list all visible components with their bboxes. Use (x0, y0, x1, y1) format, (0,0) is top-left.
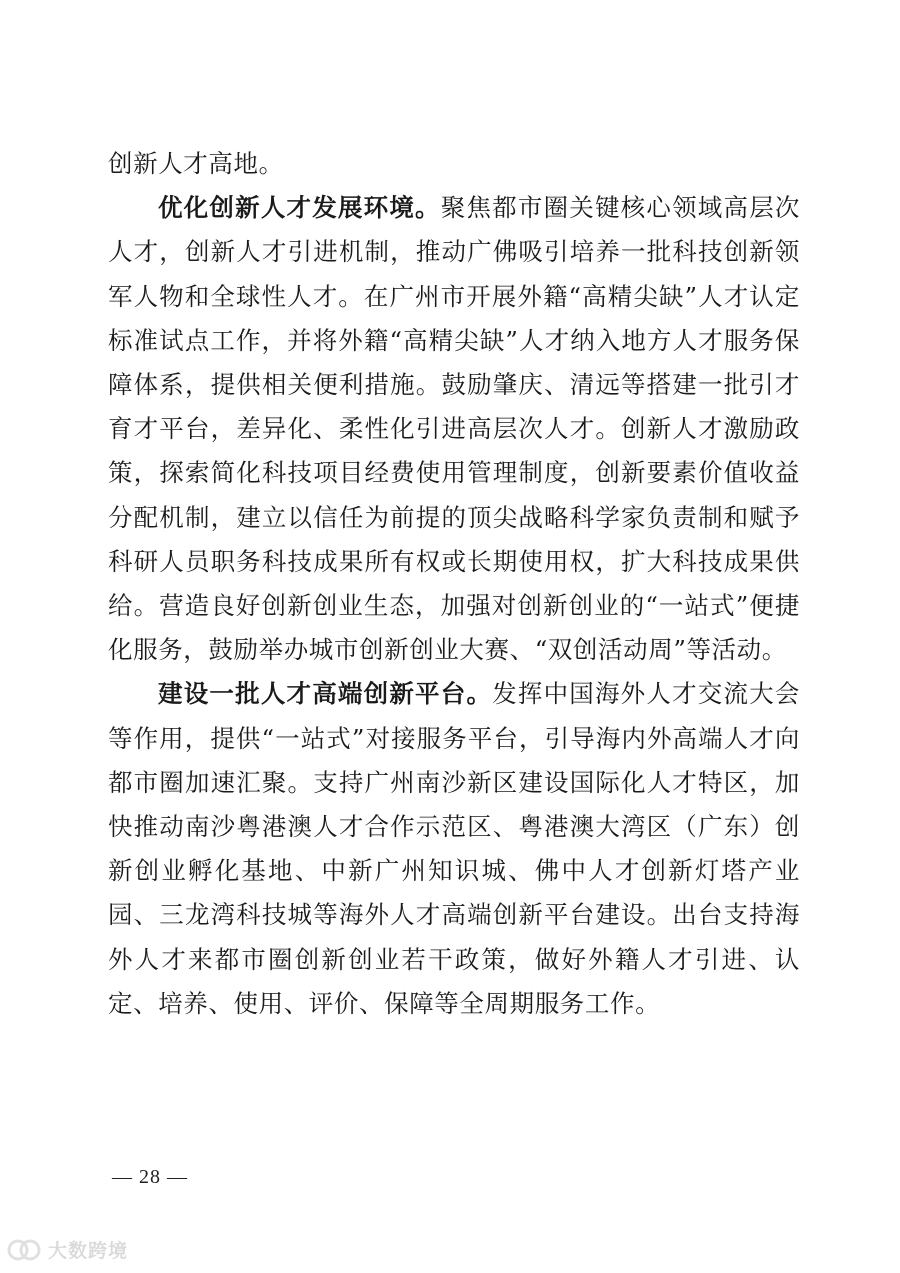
paragraph-heading: 建设一批人才高端创新平台。 (158, 679, 493, 709)
paragraph-text: 创新人才高地。 (108, 149, 284, 178)
paragraph-talent-environment (108, 186, 800, 672)
page-number: — 28 — (112, 1166, 188, 1188)
document-body (108, 142, 800, 1026)
paragraph-text: 发挥中国海外人才交流大会等作用，提供“一站式”对接服务平台，引导海内外高端人才向都市圈加速汇聚。支持广州南沙新区建设国际化人才特区，加快推动南沙粤港澳人才合作示范区、粤港澳大湾区（广东）创新创业孵化基地、中新广州知识城、佛中人才创新灯塔产业园、三龙湾科技城等海外人才高端创新平台建设。出台支持海外人才来都市圈创新创业若干政策，做好外籍人才引进、认定、培养、使用、评价、保障等全周期服务工作。 (108, 679, 800, 1018)
paragraph-heading: 优化创新人才发展环境。 (158, 193, 441, 223)
watermark-text: 大数跨境 (48, 1240, 129, 1262)
brand-logo-icon (6, 1238, 42, 1262)
paragraph-text: 聚焦都市圈关键核心领域高层次人才，创新人才引进机制，推动广佛吸引培养一批科技创新领军人物和全球性人才。在广州市开展外籍“高精尖缺”人才认定标准试点工作，并将外籍“高精尖缺”人才纳入地方人才服务保障体系，提供相关便利措施。鼓励肇庆、清远等搭建一批引才育才平台，差异化、柔性化引进高层次人才。创新人才激励政策，探索简化科技项目经费使用管理制度，创新要素价值收益分配机制，建立以信任为前提的顶尖战略科学家负责制和赋予科研人员职务科技成果所有权或长期使用权，扩大科技成果供给。营造良好创新创业生态，加强对创新创业的“一站式”便捷化服务，鼓励举办城市创新创业大赛、“双创活动周”等活动。 (108, 193, 800, 665)
watermark (6, 1236, 128, 1263)
paragraph-talent-platforms (108, 672, 800, 1026)
paragraph-continuation (108, 142, 800, 186)
